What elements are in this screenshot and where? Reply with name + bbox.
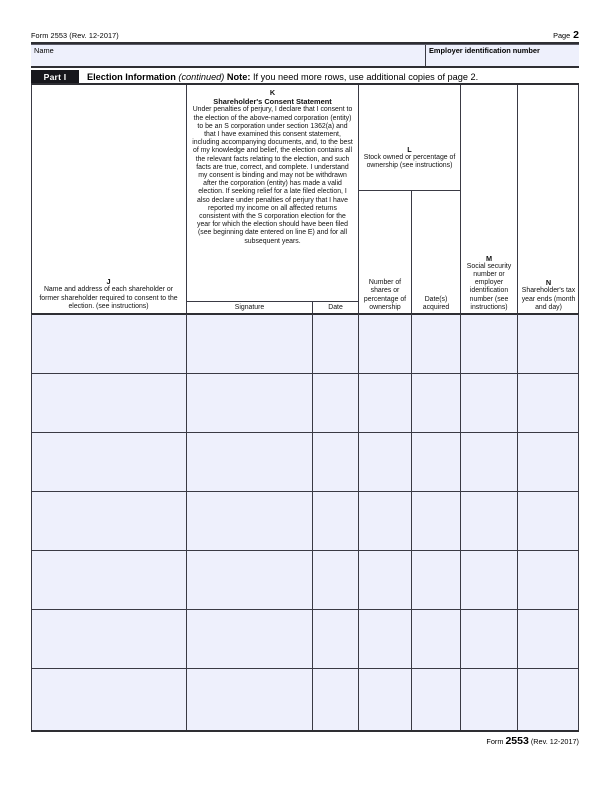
rule-shares-dates xyxy=(411,191,412,314)
rule-row-separator xyxy=(31,668,579,669)
table-row[interactable] xyxy=(32,433,578,491)
column-subheader-shares xyxy=(359,255,411,313)
part-i-title-text: Election Information xyxy=(87,71,176,82)
column-header-k xyxy=(187,87,358,301)
footer-form-number: 2553 xyxy=(505,735,529,747)
rule-table-left-header xyxy=(31,85,32,314)
part-i-note-label: Note: xyxy=(226,71,251,82)
column-letter-l: L xyxy=(407,145,412,154)
column-subheader-date-label: Date xyxy=(328,303,343,311)
page-label: Page xyxy=(553,31,571,40)
column-description-m: Social security number or employer identification number (see instructions) xyxy=(466,262,512,311)
rule-table-right-body xyxy=(578,314,579,731)
column-description-l: Stock owned or percentage of ownership (see instructions) xyxy=(363,154,456,170)
part-i-tag: Part I xyxy=(31,70,79,83)
column-subheader-dates-acquired-label: Date(s) acquired xyxy=(422,295,450,311)
rule-l-subheader-top xyxy=(359,190,460,191)
rule-row-separator xyxy=(31,373,579,374)
rule-row-separator xyxy=(31,550,579,551)
rule-l-m xyxy=(460,85,461,314)
column-subheader-shares-label: Number of shares or percentage of ownership xyxy=(363,279,407,311)
column-header-l xyxy=(359,145,460,190)
rule-k-subheader-top xyxy=(187,301,358,302)
name-band-top-rule xyxy=(31,44,579,45)
table-row[interactable] xyxy=(32,551,578,609)
ein-field-label: Employer identification number xyxy=(429,46,540,55)
part-i-bar xyxy=(31,70,579,83)
rule-m-n xyxy=(517,85,518,314)
column-subheader-date xyxy=(313,303,358,313)
part-i-title xyxy=(87,70,478,83)
column-header-m xyxy=(461,237,517,313)
rule-row-separator xyxy=(31,609,579,610)
footer-form-word: Form xyxy=(486,737,504,746)
column-description-k: Under penalties of perjury, I declare that I consent to the election of the above-named corporation (entity) to be an S corporation under section 1362(a) and that I have examined this consent statement, including accompanying documents, and, to the best of my knowledge and belief, the election contains all the relevant facts relating to the election, and such facts are true, correct, and complete. I understand my consent is binding and may not be withdrawn after the corporation (entity) has made a valid election. If seeking relief for a late filed election, I also declare under penalties of perjury that I have reported my income on all affected returns consistent with the S corporation election for the year for which the election should have been filed (see beginning date entered on line E) and for all subsequent years. xyxy=(192,106,353,245)
rule-body-shares-dates xyxy=(411,314,412,731)
rule-row-separator xyxy=(31,432,579,433)
rule-table-right-header xyxy=(578,85,579,314)
name-field-label: Name xyxy=(34,46,54,55)
column-subtitle-k: Shareholder's Consent Statement xyxy=(213,97,332,106)
column-description-j: Name and address of each shareholder or former shareholder required to consent to the election. (see instructions) xyxy=(39,286,178,310)
column-header-j xyxy=(31,85,186,313)
part-i-continued: (continued) xyxy=(178,71,225,82)
table-row[interactable] xyxy=(32,315,578,373)
column-subheader-dates-acquired xyxy=(412,255,460,313)
rule-body-date-shares xyxy=(358,314,359,731)
rule-table-left-body xyxy=(31,314,32,731)
rule-body-j-k xyxy=(186,314,187,731)
page-header xyxy=(31,26,579,40)
column-letter-k: K xyxy=(269,88,276,97)
column-letter-j: J xyxy=(106,277,111,287)
rule-row-separator xyxy=(31,491,579,492)
shareholder-consent-table xyxy=(31,85,579,731)
name-ein-divider xyxy=(425,45,426,66)
column-subheader-signature-label: Signature xyxy=(234,303,265,311)
table-row[interactable] xyxy=(32,374,578,432)
page-number: 2 xyxy=(573,29,579,41)
column-letter-n: N xyxy=(545,278,552,288)
rule-k-l xyxy=(358,85,359,314)
rule-body-m-n xyxy=(517,314,518,731)
table-row[interactable] xyxy=(32,492,578,550)
name-band-bottom-rule xyxy=(31,66,579,68)
table-row[interactable] xyxy=(32,669,578,731)
column-header-n xyxy=(518,251,579,313)
name-ein-band[interactable] xyxy=(31,45,579,66)
column-letter-m: M xyxy=(485,253,493,263)
column-description-n: Shareholder's tax year ends (month and day) xyxy=(521,287,576,311)
rule-table-bottom xyxy=(31,730,579,732)
rule-body-signature-date xyxy=(312,314,313,731)
form-identifier: Form 2553 (Rev. 12-2017) xyxy=(31,31,119,40)
footer-revision: (Rev. 12-2017) xyxy=(530,737,579,746)
page-footer xyxy=(31,735,579,747)
rule-body-dates-m xyxy=(460,314,461,731)
table-row[interactable] xyxy=(32,610,578,668)
part-i-note-text: If you need more rows, use additional copies of page 2. xyxy=(252,71,479,82)
page-number-group xyxy=(553,30,579,40)
rule-j-k xyxy=(186,85,187,314)
column-subheader-signature xyxy=(187,303,312,313)
